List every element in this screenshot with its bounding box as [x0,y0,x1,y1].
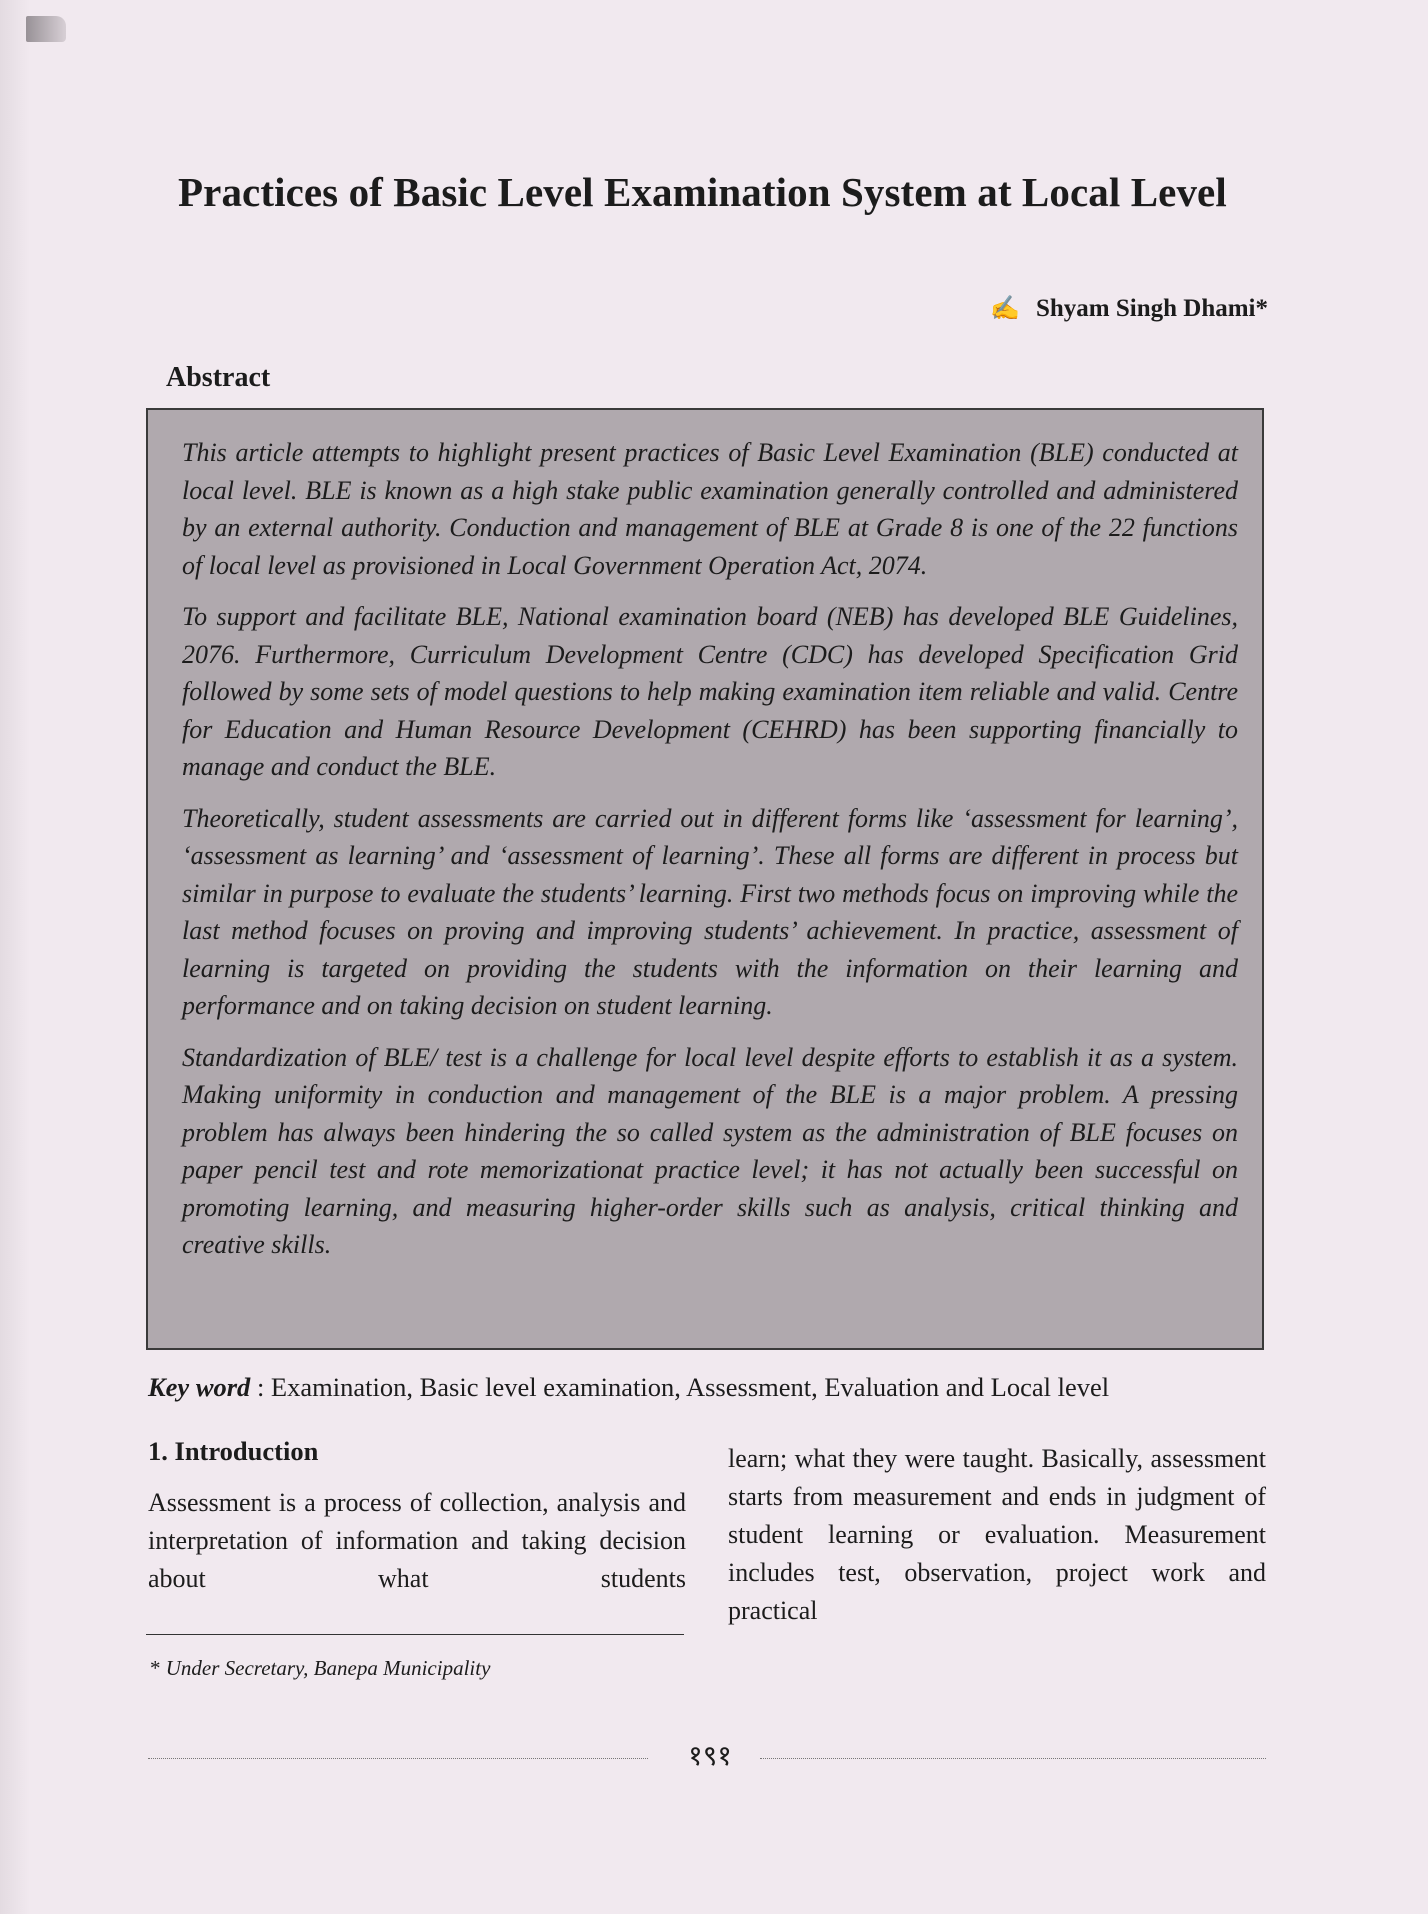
footer-rule-right [760,1758,1266,1759]
section-heading-introduction: 1. Introduction [148,1436,319,1466]
abstract-paragraph: Standardization of BLE/ test is a challenge for local level despite efforts to establish it as a system. Making uniformity in conduction and management of the BLE is a major problem. A pressing problem has always been hindering the so called system as the administration of BLE focuses on paper pencil test and rote memorizationat practice level; it has not actually been successful on promoting learning, and measuring higher-order skills such as analysis, critical thinking and creative skills. [182,1042,1238,1259]
abstract-paragraph: This article attempts to highlight present practices of Basic Level Examination (BLE) conducted at local level. BLE is known as a high stake public examination generally controlled and administered by an external authority. Conduction and management of BLE at Grade 8 is one of the 22 functions of local level as provisioned in Local Government Operation Act, 2074. [182,438,1238,580]
paper-title: Practices of Basic Level Examination System at Local Level [178,169,1227,215]
keywords-line [148,1372,1268,1403]
author-line [990,294,1268,323]
footnote-rule [146,1634,684,1635]
intro-left-column: Assessment is a process of collection, analysis and interpretation of information and taking decision about what students [148,1488,686,1593]
footnote [150,1656,490,1681]
abstract-paragraph: Theoretically, student assessments are carried out in different forms like ‘assessment for learning’, ‘assessment as learning’ and ‘assessment of learning’. These all forms are different in process but similar in purpose to evaluate the students’ learning. First two methods focus on improving while the last method focuses on proving and improving students’ achievement. In practice, assessment of learning is targeted on providing the students with the information on their learning and performance and on taking decision on student learning. [182,803,1238,1020]
abstract-box [146,408,1264,1350]
scan-edge [0,0,30,1914]
scan-binding-mark [26,16,66,42]
intro-right-column: learn; what they were taught. Basically, assessment starts from measurement and ends in judgment of student learning or evaluation. Measurement includes test, observation, project work and practical [728,1444,1266,1625]
keywords-text: : Examination, Basic level examination, Assessment, Evaluation and Local level [250,1372,1110,1402]
abstract-paragraph: To support and facilitate BLE, National examination board (NEB) has developed BLE Guidelines, 2076. Furthermore, Curriculum Development Centre (CDC) has developed Specification Grid followed by some sets of model questions to help making examination item reliable and valid. Centre for Education and Human Resource Development (CEHRD) has been supporting financially to manage and conduct the BLE. [182,602,1238,781]
footer-rule-left [148,1758,648,1759]
footnote-marker: * [150,1656,161,1680]
abstract-heading: Abstract [166,362,271,393]
author-name: Shyam Singh Dhami* [1035,295,1268,322]
page-number: १९१ [688,1741,732,1772]
footnote-text: Under Secretary, Banepa Municipality [165,1656,491,1680]
pen-icon: ✍ [990,296,1020,322]
keywords-label: Key word [148,1372,251,1402]
